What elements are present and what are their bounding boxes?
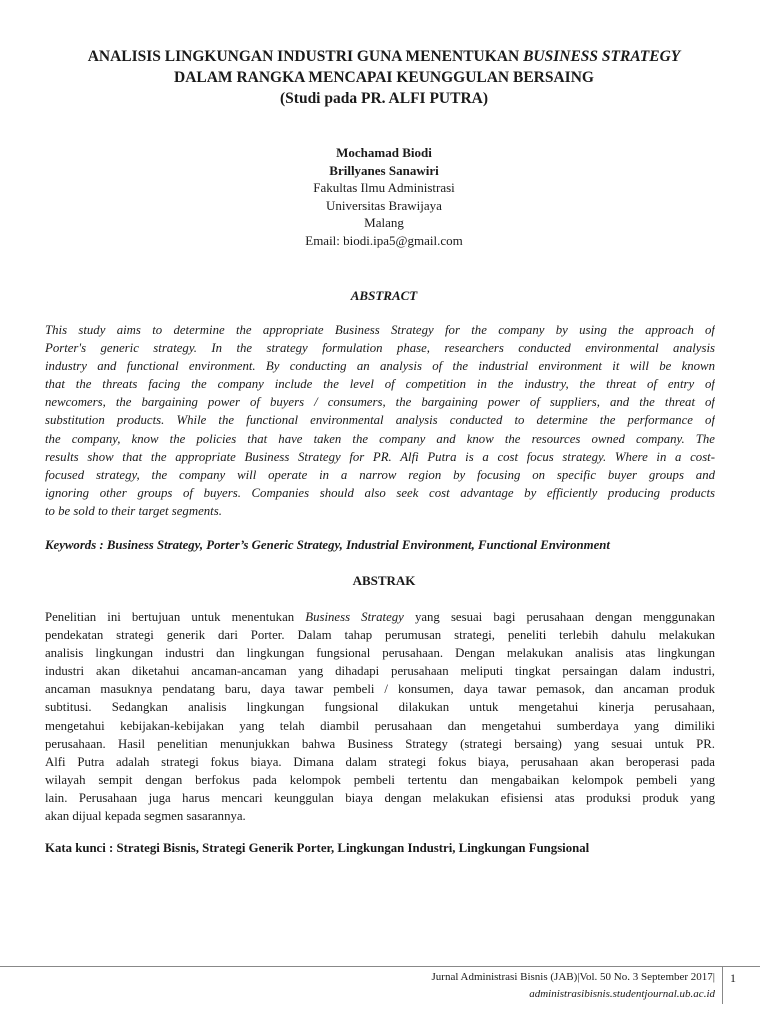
abstrak-line: Penelitian ini bertujuan untuk menentukan Business Strategy yang sesuai bagi perusahaan dengan menggunakan <box>45 610 715 624</box>
title-line-3: (Studi pada PR. ALFI PUTRA) <box>280 90 488 107</box>
abstract-line: industry and functional environment. By conducting an analysis of the industrial environment it will be known <box>45 359 715 374</box>
title-line-1: ANALISIS LINGKUNGAN INDUSTRI GUNA MENENTUKAN BUSINESS STRATEGY <box>87 48 681 65</box>
footer-journal-info: Jurnal Administrasi Bisnis (JAB)|Vol. 50 No. 3 September 2017| <box>431 971 715 983</box>
abstrak-line: industri akan diketahui ancaman-ancaman yang dihadapi perusahaan meliputi tingkat persaingan dalam industri, <box>45 664 715 679</box>
abstrak-heading: ABSTRAK <box>352 573 416 588</box>
abstrak-line: subtitusi. Sedangkan analisis lingkungan fungsional dilakukan untuk mengetahui kinerja perusahaan, <box>45 700 715 715</box>
abstrak-line: analisis lingkungan industri dan lingkungan fungsional perusahaan. Dengan melakukan analisis atas lingkungan <box>45 646 715 661</box>
abstract-line: This study aims to determine the appropriate Business Strategy for the company by using the approach of <box>45 323 715 337</box>
title-line-2: DALAM RANGKA MENCAPAI KEUNGGULAN BERSAING <box>174 69 594 86</box>
author-block <box>0 144 768 250</box>
abstract-line: Porter's generic strategy. In the strategy formulation phase, researchers conducted environmental analysis <box>45 341 715 356</box>
abstract-line: newcomers, the bargaining power of buyers / consumers, the bargaining power of suppliers, and the threat of <box>45 395 715 410</box>
abstract-line: results show that the appropriate Business Strategy for PR. Alfi Putra is a cost focus strategy. Where in a cost- <box>45 449 715 464</box>
author-faculty: Fakultas Ilmu Administrasi <box>313 180 455 196</box>
author-university: Universitas Brawijaya <box>326 197 442 213</box>
footer-vertical-divider <box>722 966 723 1004</box>
abstract-keywords: Keywords : Business Strategy, Porter’s Generic Strategy, Industrial Environment, Functional Environment <box>45 538 610 552</box>
author-city: Malang <box>364 215 404 231</box>
author-email[interactable]: Email: biodi.ipa5@gmail.com <box>305 232 463 248</box>
abstrak-body <box>45 608 715 825</box>
abstract-line: focused strategy, the company will operate in a narrow region by focusing on specific buyer groups and <box>45 467 715 482</box>
abstrak-italic-term: Business Strategy <box>305 610 404 624</box>
abstrak-line: lain. Perusahaan juga harus mencari keunggulan biaya dengan melakukan efisiensi atas produksi produk yang <box>45 790 715 805</box>
author-name-2: Brillyanes Sanawiri <box>329 162 439 178</box>
abstrak-line: Alfi Putra adalah strategi fokus biaya. Dimana dalam strategi fokus biaya, perusahaan akan beroperasi pada <box>45 754 715 769</box>
abstract-line: substitution products. While the functional environmental analysis conducted to determine the performance of <box>45 413 715 428</box>
abstrak-line: perusahaan. Hasil penelitian menunjukkan bahwa Business Strategy (strategi bersaing) yang sesuai untuk PR. <box>45 736 715 751</box>
abstrak-line: akan dijual kepada segmen sasarannya. <box>45 809 246 824</box>
abstrak-line: wilayah sempit dengan berfokus pada kelompok pembeli tertentu dan mengabaikan kelompok pembeli yang <box>45 772 715 787</box>
abstrak-line: ancaman masuknya pendatang baru, daya tawar pembeli / konsumen, daya tawar pemasok, dan ancaman produk <box>45 682 715 697</box>
abstract-line: that the threats facing the company include the level of competition in the industry, the threat of entry of <box>45 377 715 392</box>
abstract-heading: ABSTRACT <box>350 288 418 303</box>
author-name-1: Mochamad Biodi <box>336 145 432 160</box>
abstrak-line: mengetahui kebijakan-kebijakan yang telah diambil perusahaan dan mengetahui sumberdaya yang dimiliki <box>45 718 715 733</box>
abstrak-line: pendekatan strategi generik dari Porter. Dalam tahap perumusan strategi, peneliti terlebih dahulu melakukan <box>45 628 715 643</box>
footer-divider <box>0 966 760 967</box>
abstract-line: the company, know the policies that have taken the company and know the resources owned company. The <box>45 431 715 446</box>
abstrak-keywords: Kata kunci : Strategi Bisnis, Strategi Generik Porter, Lingkungan Industri, Lingkungan Fungsional <box>45 841 590 855</box>
paper-title <box>30 46 738 109</box>
page-number: 1 <box>730 971 736 985</box>
abstract-line: ignoring other groups of buyers. Companies should also seek cost advantage by efficiently producing products <box>45 485 715 500</box>
footer-url[interactable]: administrasibisnis.studentjournal.ub.ac.id <box>529 988 715 1000</box>
abstract-line: to be sold to their target segments. <box>45 503 222 518</box>
title-italic-term: BUSINESS STRATEGY <box>523 48 681 65</box>
abstract-body <box>45 321 715 520</box>
